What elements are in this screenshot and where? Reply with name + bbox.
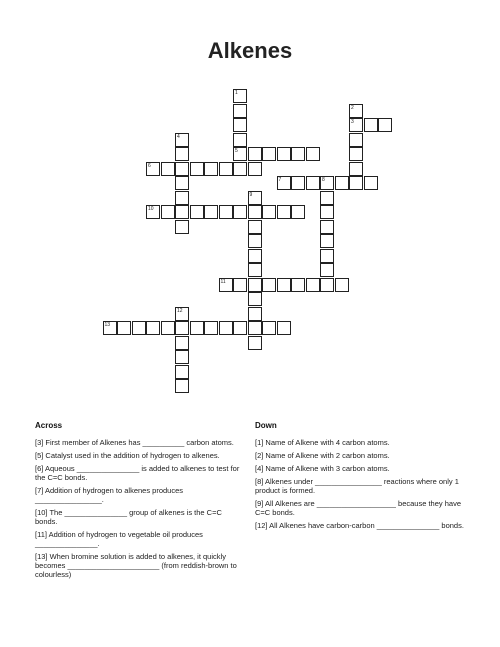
grid-cell[interactable] [277, 176, 291, 190]
grid-cell[interactable] [248, 249, 262, 263]
down-clue-12: [12] All Alkenes have carbon-carbon _______________ bonds. [255, 521, 464, 530]
grid-cell[interactable] [248, 162, 262, 176]
grid-cell[interactable] [219, 205, 233, 219]
grid-cell[interactable] [233, 104, 247, 118]
grid-cell[interactable] [175, 321, 189, 335]
down-clue-9: [9] All Alkenes are ___________________ because they have C=C bonds. [255, 499, 462, 517]
clue-number: 13 [104, 322, 111, 328]
grid-cell[interactable] [146, 321, 160, 335]
clue-number: 3 [351, 119, 354, 125]
grid-cell[interactable] [146, 205, 160, 219]
grid-cell[interactable] [248, 191, 262, 205]
grid-cell[interactable] [219, 162, 233, 176]
grid-cell[interactable] [146, 162, 160, 176]
clue-number: 9 [249, 191, 253, 198]
across-heading: Across [35, 421, 63, 430]
grid-cell[interactable] [277, 321, 291, 335]
grid-cell[interactable] [175, 220, 189, 234]
grid-cell[interactable] [204, 162, 218, 176]
grid-cell[interactable] [175, 205, 189, 219]
grid-cell[interactable] [248, 263, 262, 277]
grid-cell[interactable] [262, 321, 276, 335]
grid-cell[interactable] [233, 278, 247, 292]
grid-cell[interactable] [204, 205, 218, 219]
grid-cell[interactable] [248, 278, 262, 292]
grid-cell[interactable] [320, 278, 334, 292]
grid-cell[interactable] [291, 147, 305, 161]
clue-number: 12 [177, 307, 183, 314]
grid-cell[interactable] [349, 104, 363, 118]
down-heading: Down [255, 421, 277, 430]
grid-cell[interactable] [291, 205, 305, 219]
grid-cell[interactable] [320, 220, 334, 234]
grid-cell[interactable] [364, 176, 378, 190]
grid-cell[interactable] [349, 133, 363, 147]
grid-cell[interactable] [233, 321, 247, 335]
clue-number: 2 [351, 104, 354, 111]
grid-cell[interactable] [233, 133, 247, 147]
grid-cell[interactable] [306, 176, 320, 190]
grid-cell[interactable] [262, 205, 276, 219]
grid-cell[interactable] [233, 89, 247, 103]
grid-cell[interactable] [248, 205, 262, 219]
clue-number: 10 [148, 206, 154, 212]
grid-cell[interactable] [277, 205, 291, 219]
grid-cell[interactable] [248, 321, 262, 335]
grid-cell[interactable] [277, 147, 291, 161]
grid-cell[interactable] [190, 162, 204, 176]
grid-cell[interactable] [320, 234, 334, 248]
grid-cell[interactable] [248, 234, 262, 248]
grid-cell[interactable] [204, 321, 218, 335]
across-clue-11: [11] Addition of hydrogen to vegetable oil produces _______________. [35, 530, 203, 548]
down-clue-8: [8] Alkenes under ________________ reactions where only 1 product is formed. [255, 477, 459, 495]
grid-cell[interactable] [306, 147, 320, 161]
grid-cell[interactable] [320, 249, 334, 263]
grid-cell[interactable] [161, 205, 175, 219]
grid-cell[interactable] [233, 118, 247, 132]
grid-cell[interactable] [349, 147, 363, 161]
clue-number: 4 [177, 133, 180, 140]
grid-cell[interactable] [233, 162, 247, 176]
grid-cell[interactable] [320, 191, 334, 205]
grid-cell[interactable] [364, 118, 378, 132]
grid-cell[interactable] [175, 379, 189, 393]
grid-cell[interactable] [175, 191, 189, 205]
across-clue-6: [6] Aqueous _______________ is added to alkenes to test for the C=C bonds. [35, 464, 240, 482]
grid-cell[interactable] [262, 278, 276, 292]
grid-cell[interactable] [291, 278, 305, 292]
clue-number: 6 [148, 162, 151, 169]
grid-cell[interactable] [219, 321, 233, 335]
clue-number: 5 [235, 148, 238, 154]
grid-cell[interactable] [103, 321, 117, 335]
grid-cell[interactable] [117, 321, 131, 335]
clue-number: 8 [322, 177, 325, 183]
grid-cell[interactable] [132, 321, 146, 335]
grid-cell[interactable] [175, 147, 189, 161]
grid-cell[interactable] [190, 205, 204, 219]
grid-cell[interactable] [306, 278, 320, 292]
grid-cell[interactable] [320, 176, 334, 190]
clue-number: 11 [220, 278, 226, 285]
across-clue-5: [5] Catalyst used in the addition of hydrogen to alkenes. [35, 451, 220, 460]
grid-cell[interactable] [262, 147, 276, 161]
grid-cell[interactable] [248, 292, 262, 306]
down-clue-1: [1] Name of Alkene with 4 carbon atoms. [255, 438, 390, 447]
grid-cell[interactable] [349, 176, 363, 190]
down-clue-list [255, 438, 465, 534]
down-clue-4: [4] Name of Alkene with 3 carbon atoms. [255, 464, 390, 473]
grid-cell[interactable] [277, 278, 291, 292]
grid-cell[interactable] [175, 176, 189, 190]
across-clue-10: [10] The _______________ group of alkenes is the C=C bonds. [35, 508, 222, 526]
across-clue-7: [7] Addition of hydrogen to alkenes produces ________________. [35, 486, 184, 504]
grid-cell[interactable] [175, 365, 189, 379]
grid-cell[interactable] [175, 307, 189, 321]
grid-cell[interactable] [320, 263, 334, 277]
grid-cell[interactable] [349, 118, 363, 132]
across-clue-13: [13] When bromine solution is added to alkenes, it quickly becomes ______________________ (from reddish-brown to colourless) [35, 552, 237, 579]
grid-cell[interactable] [248, 147, 262, 161]
grid-cell[interactable] [175, 133, 189, 147]
grid-cell[interactable] [190, 321, 204, 335]
grid-cell[interactable] [233, 147, 247, 161]
puzzle-title: Alkenes [207, 38, 293, 63]
clue-number: 7 [278, 177, 282, 183]
grid-cell[interactable] [291, 176, 305, 190]
grid-cell[interactable] [175, 162, 189, 176]
down-clue-2: [2] Name of Alkene with 2 carbon atoms. [255, 451, 390, 460]
grid-cell[interactable] [175, 350, 189, 364]
grid-cell[interactable] [161, 162, 175, 176]
grid-cell[interactable] [248, 220, 262, 234]
grid-cell[interactable] [161, 321, 175, 335]
grid-cell[interactable] [378, 118, 392, 132]
grid-cell[interactable] [233, 205, 247, 219]
across-clue-list [35, 438, 240, 583]
grid-cell[interactable] [335, 176, 349, 190]
grid-cell[interactable] [349, 162, 363, 176]
grid-cell[interactable] [175, 336, 189, 350]
grid-cell[interactable] [248, 336, 262, 350]
grid-cell[interactable] [320, 205, 334, 219]
grid-cell[interactable] [335, 278, 349, 292]
clue-number: 1 [235, 90, 238, 96]
grid-cell[interactable] [219, 278, 233, 292]
grid-cell[interactable] [248, 307, 262, 321]
across-clue-3: [3] First member of Alkenes has __________ carbon atoms. [35, 438, 234, 447]
